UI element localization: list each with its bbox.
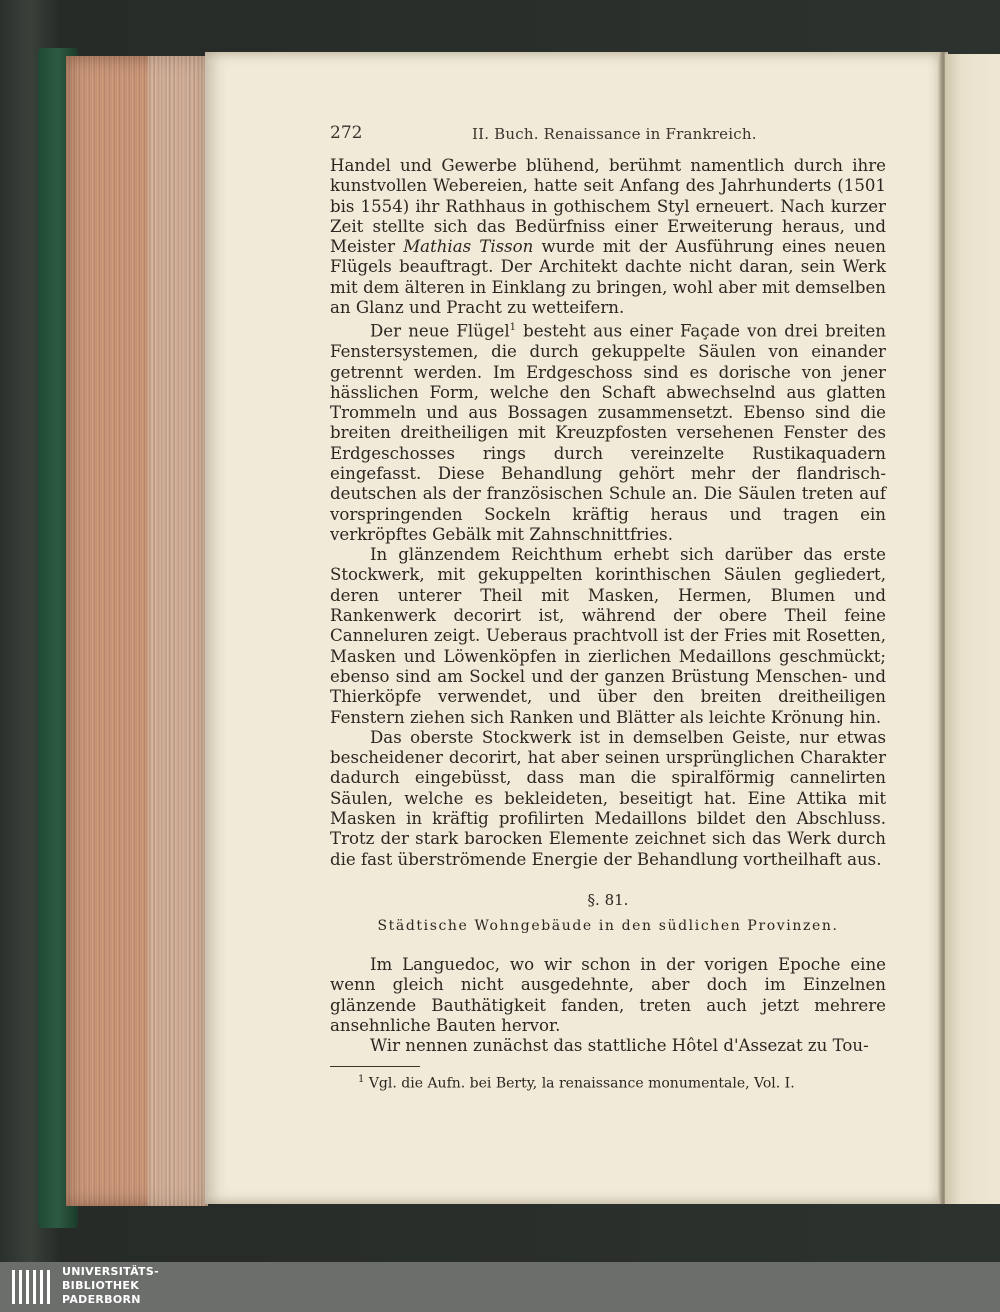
facing-page	[945, 54, 1000, 1204]
page-number: 272	[330, 123, 363, 143]
paragraph: Wir nennen zunächst das stattliche Hôtel d'Assezat zu Tou-	[370, 1036, 869, 1056]
running-title: II. Buch. Renaissance in Frankreich.	[472, 125, 757, 143]
paragraph: Das oberste Stockwerk ist in demselben Geiste, nur etwas bescheidener decorirt, hat aber seinen ursprünglichen Charakter dadurch eingebüsst, dass man die spiralförmig cannelirten Säulen, welche es bekleideten, beseitigt hat. Eine Attika mit Masken in kräftig profilirten Medaillons bildet den Abschluss. Trotz der stark barocken Elemente zeichnet sich das Werk durch die fast überströmende Energie der Behandlung vortheilhaft aus.	[330, 727, 886, 869]
paragraph: Der neue Flügel$^1$ besteht aus einer Façade von drei breiten Fenstersystemen, die durch gekuppelte Säulen von einander getrennt werden. Im Erdgeschoss sind es dorische von jener hässlichen Form, welche den Schaft abwechselnd aus glatten Trommeln und aus Bossagen zusammensetzt. Ebenso sind die breiten dreitheiligen mit Kreuzpfosten versehenen Fenster des Erdgeschosses rings durch vereinzelte Rustikaquadern eingefasst. Diese Behandlung gehört mehr der flandrisch-deutschen als der französischen Schule an. Die Säulen treten auf vorspringenden Sockeln kräftig heraus und tragen ein verkröpftes Gebälk mit Zahnschnittfries.	[330, 321, 886, 544]
paragraph: Im Languedoc, wo wir schon in der vorigen Epoche eine wenn gleich nicht ausgedehnte, aber doch im Einzelnen glänzende Bauthätigkeit fanden, treten auch jetzt mehrere ansehnliche Bauten hervor.	[330, 955, 886, 1035]
paragraph: Handel und Gewerbe blühend, berühmt namentlich durch ihre kunstvollen Webereien, hatte seit Anfang des Jahrhunderts (1501 bis 1554) ihr Rathhaus in gothischem Styl erneuert. Nach kurzer Zeit stellte sich das Bedürfniss einer Erweiterung heraus, und Meister Mathias Tisson wurde mit der Ausführung eines neuen Flügels beauftragt. Der Architekt dachte nicht daran, sein Werk mit dem älteren in Einklang zu bringen, wohl aber mit demselben an Glanz und Pracht zu wetteifern.	[330, 156, 886, 318]
person-name: Mathias Tisson	[403, 237, 534, 257]
section-title: Städtische Wohngebäude in den südlichen Provinzen.	[377, 918, 839, 934]
section-text	[330, 955, 886, 1056]
footnote-marker: 1	[358, 1074, 365, 1085]
page-edges	[66, 56, 208, 1206]
footnote: $^1$ Vgl. die Aufn. bei Berty, la renaissance monumentale, Vol. I.	[358, 1074, 795, 1092]
library-logo-icon	[12, 1268, 52, 1306]
main-text	[330, 156, 886, 870]
library-footer	[0, 1262, 1000, 1312]
library-name: UNIVERSITÄTS- BIBLIOTHEK PADERBORN	[62, 1265, 159, 1306]
page-header	[330, 123, 890, 149]
footnote-rule	[330, 1066, 420, 1067]
footnote-ref: 1	[509, 322, 516, 334]
section-number: §. 81.	[587, 891, 629, 909]
paragraph: In glänzendem Reichthum erhebt sich darüber das erste Stockwerk, mit gekuppelten korinthischen Säulen gegliedert, deren unterer Theil mit Masken, Hermen, Blumen und Rankenwerk decorirt ist, während der obere Theil feine Canneluren zeigt. Ueberaus prachtvoll ist der Fries mit Rosetten, Masken und Löwenköpfen in zierlichen Medaillons geschmückt; ebenso sind am Sockel und der ganzen Brüstung Menschen- und Thierköpfe verwendet, und über den breiten dreitheiligen Fenstern ziehen sich Ranken und Blätter als leichte Krönung hin.	[330, 545, 886, 727]
